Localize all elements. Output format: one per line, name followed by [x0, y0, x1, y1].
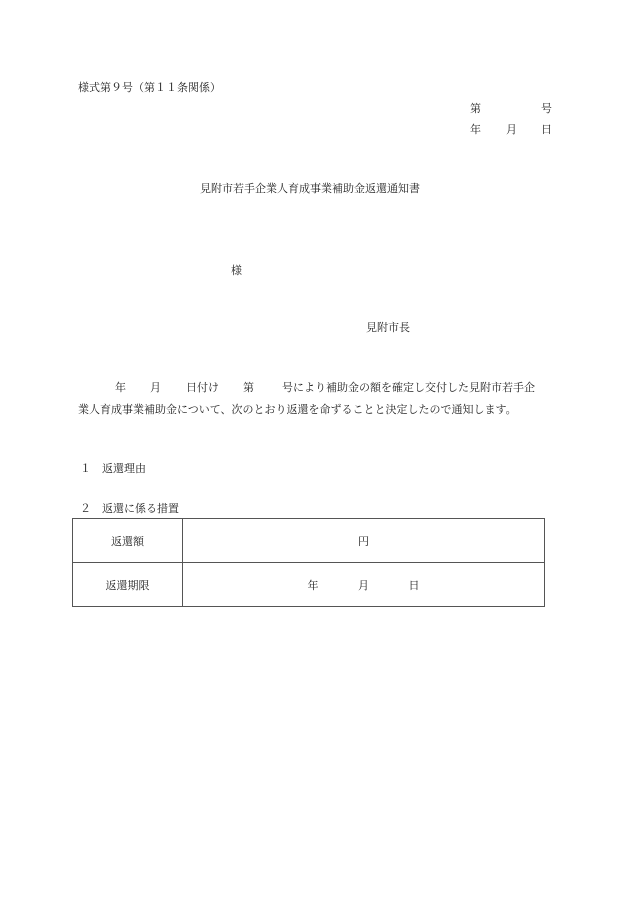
item-return-measures: [80, 502, 179, 516]
sender-name: 見附市長: [366, 321, 410, 334]
return-measures-table: [72, 518, 545, 607]
document-number-suffix: 号: [541, 102, 552, 115]
deadline-day: 日: [408, 578, 420, 592]
deadline-month: 月: [358, 578, 369, 592]
item-label: 返還理由: [102, 462, 146, 475]
body-year: 年: [115, 381, 126, 394]
table-row: [73, 563, 545, 607]
body-no-prefix: 第: [243, 381, 254, 394]
form-number: 様式第９号（第１１条関係）: [78, 81, 221, 94]
item-label: 返還に係る措置: [102, 502, 179, 515]
return-amount-value: 円: [183, 519, 545, 563]
document-title: 見附市若手企業人育成事業補助金返還通知書: [200, 182, 420, 195]
date-day: 日: [541, 123, 552, 136]
item-number: １: [80, 462, 91, 475]
item-return-reason: [80, 462, 146, 476]
return-deadline-label: 返還期限: [73, 563, 183, 607]
document-number-prefix: 第: [470, 102, 481, 115]
date-year: 年: [470, 123, 481, 136]
return-deadline-value: [183, 563, 545, 607]
body-day-suffix: 日付け: [186, 381, 219, 394]
addressee-honorific: 様: [231, 264, 242, 277]
deadline-year: 年: [307, 578, 319, 592]
return-amount-label: 返還額: [73, 519, 183, 563]
date-month: 月: [506, 123, 517, 136]
item-number: ２: [80, 502, 91, 515]
body-month: 月: [150, 381, 161, 394]
body-paragraph-line-2: 業人育成事業補助金について、次のとおり返還を命ずることと決定したので通知します。: [78, 403, 517, 416]
body-rest: 号により補助金の額を確定し交付した見附市若手企: [282, 381, 535, 394]
table-row: [73, 519, 545, 563]
